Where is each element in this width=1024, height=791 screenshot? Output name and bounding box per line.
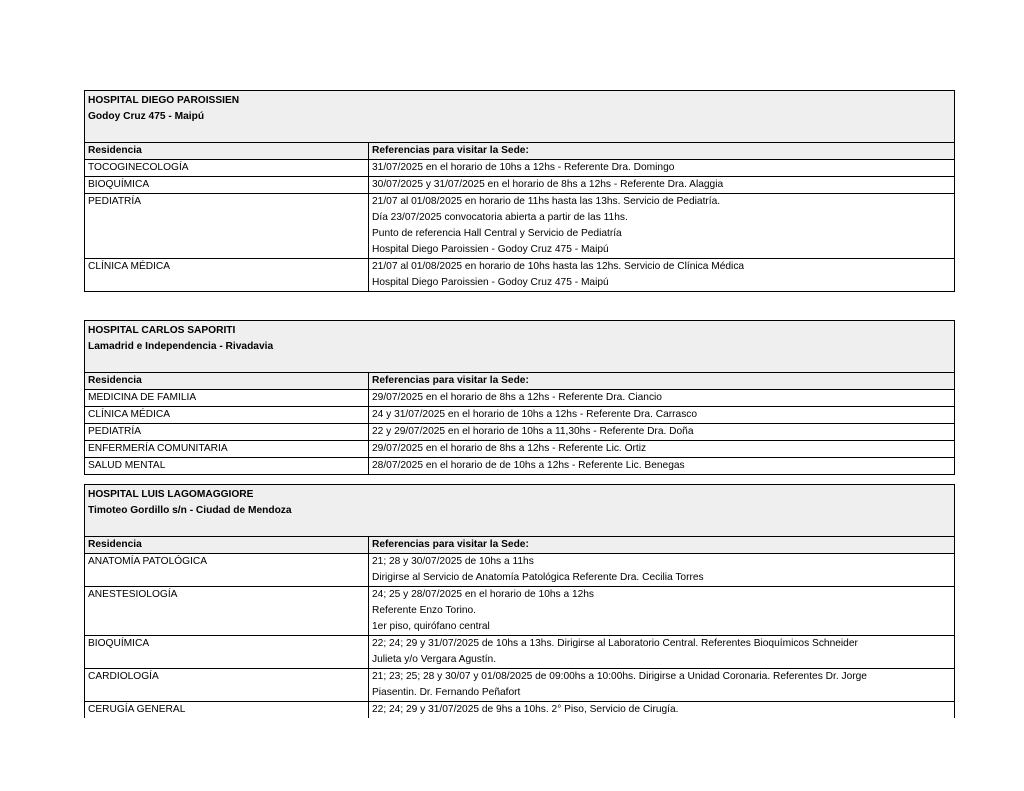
residencia-cell: SALUD MENTAL xyxy=(85,458,369,474)
referencia-line: Piasentin. Dr. Fernando Peñafort xyxy=(372,687,521,698)
referencias-cell xyxy=(369,669,954,701)
referencias-cell xyxy=(369,259,954,291)
referencia-line: Hospital Diego Paroissien - Godoy Cruz 475 - Maipú xyxy=(372,244,609,255)
referencias-cell xyxy=(369,177,954,193)
residencia-cell: TOCOGINECOLOGÍA xyxy=(85,160,369,176)
residencia-cell: CERUGÍA GENERAL xyxy=(85,702,369,718)
referencia-line: Hospital Diego Paroissien - Godoy Cruz 475 - Maipú xyxy=(372,277,609,288)
table-row xyxy=(85,160,954,177)
column-header-residencia: Residencia xyxy=(85,537,369,553)
table-row xyxy=(85,441,954,458)
referencia-line: 21; 23; 25; 28 y 30/07 y 01/08/2025 de 09:00hs a 10:00hs. Dirigirse a Unidad Coronaria. Referentes Dr. Jorge xyxy=(372,671,867,682)
referencias-cell xyxy=(369,194,954,258)
residencia-cell: CLÍNICA MÉDICA xyxy=(85,407,369,423)
table-row xyxy=(85,424,954,441)
hospital-table xyxy=(84,90,955,292)
referencia-line: Referente Enzo Torino. xyxy=(372,605,477,616)
referencia-line: 21/07 al 01/08/2025 en horario de 10hs hasta las 12hs. Servicio de Clínica Médica xyxy=(372,261,745,272)
referencias-cell xyxy=(369,636,954,668)
referencia-line: 29/07/2025 en el horario de 8hs a 12hs - Referente Dra. Ciancio xyxy=(372,392,662,403)
referencia-line: 24 y 31/07/2025 en el horario de 10hs a 12hs - Referente Dra. Carrasco xyxy=(372,409,698,420)
hospital-header xyxy=(85,321,954,373)
column-header-row xyxy=(85,373,954,390)
column-header-row xyxy=(85,537,954,554)
referencia-line: 22 y 29/07/2025 en el horario de 10hs a 11,30hs - Referente Dra. Doña xyxy=(372,426,694,437)
referencia-line: 1er piso, quirófano central xyxy=(372,621,490,632)
referencia-line: Punto de referencia Hall Central y Servicio de Pediatría xyxy=(372,228,622,239)
residencia-cell: BIOQUÍMICA xyxy=(85,636,369,668)
hospital-address: Timoteo Gordillo s/n - Ciudad de Mendoza xyxy=(88,505,292,516)
referencia-line: 21/07 al 01/08/2025 en horario de 11hs hasta las 13hs. Servicio de Pediatría. xyxy=(372,196,721,207)
residencia-cell: ANATOMÍA PATOLÓGICA xyxy=(85,554,369,586)
hospital-name: HOSPITAL DIEGO PAROISSIEN xyxy=(88,95,240,106)
referencias-cell xyxy=(369,702,954,718)
referencia-line: 30/07/2025 y 31/07/2025 en el horario de 8hs a 12hs - Referente Dra. Alaggia xyxy=(372,179,724,190)
referencia-line: 21; 28 y 30/07/2025 de 10hs a 11hs xyxy=(372,556,534,567)
referencia-line: 31/07/2025 en el horario de 10hs a 12hs - Referente Dra. Domingo xyxy=(372,162,675,173)
table-row xyxy=(85,407,954,424)
table-row xyxy=(85,587,954,636)
table-row xyxy=(85,177,954,194)
residencia-cell: MEDICINA DE FAMILIA xyxy=(85,390,369,406)
referencia-line: 22; 24; 29 y 31/07/2025 de 9hs a 10hs. 2° Piso, Servicio de Cirugía. xyxy=(372,704,679,715)
column-header-referencias: Referencias para visitar la Sede: xyxy=(372,539,529,550)
referencia-line: 28/07/2025 en el horario de de 10hs a 12hs - Referente Lic. Benegas xyxy=(372,460,685,471)
referencia-line: Día 23/07/2025 convocatoria abierta a partir de las 11hs. xyxy=(372,212,628,223)
table-row xyxy=(85,702,954,718)
hospital-header xyxy=(85,485,954,537)
table-row xyxy=(85,458,954,474)
referencias-cell xyxy=(369,587,954,635)
referencias-cell xyxy=(369,160,954,176)
column-header-row xyxy=(85,143,954,160)
referencias-cell xyxy=(369,458,954,474)
hospital-address: Lamadrid e Independencia - Rivadavia xyxy=(88,341,274,352)
referencias-cell xyxy=(369,390,954,406)
hospital-name: HOSPITAL CARLOS SAPORITI xyxy=(88,325,236,336)
referencia-line: Dirigirse al Servicio de Anatomía Patológica Referente Dra. Cecilia Torres xyxy=(372,572,704,583)
referencias-cell xyxy=(369,407,954,423)
residencia-cell: PEDIATRÍA xyxy=(85,424,369,440)
referencias-cell xyxy=(369,441,954,457)
hospital-address: Godoy Cruz 475 - Maipú xyxy=(88,111,205,122)
table-row xyxy=(85,636,954,669)
hospital-table xyxy=(84,484,955,718)
column-header-residencia: Residencia xyxy=(85,143,369,159)
referencias-cell xyxy=(369,424,954,440)
table-row xyxy=(85,390,954,407)
column-header-referencias: Referencias para visitar la Sede: xyxy=(372,145,529,156)
residencia-cell: ANESTESIOLOGÍA xyxy=(85,587,369,635)
residencia-cell: PEDIATRÍA xyxy=(85,194,369,258)
table-row xyxy=(85,669,954,702)
table-row xyxy=(85,194,954,259)
table-row xyxy=(85,554,954,587)
column-header-residencia: Residencia xyxy=(85,373,369,389)
referencias-cell xyxy=(369,554,954,586)
referencia-line: 29/07/2025 en el horario de 8hs a 12hs - Referente Lic. Ortiz xyxy=(372,443,647,454)
hospital-name: HOSPITAL LUIS LAGOMAGGIORE xyxy=(88,489,254,500)
table-row xyxy=(85,259,954,291)
referencia-line: 22; 24; 29 y 31/07/2025 de 10hs a 13hs. Dirigirse al Laboratorio Central. Referentes Bioquímicos Schneider xyxy=(372,638,858,649)
hospital-header xyxy=(85,91,954,143)
residencia-cell: CLÍNICA MÉDICA xyxy=(85,259,369,291)
referencia-line: 24; 25 y 28/07/2025 en el horario de 10hs a 12hs xyxy=(372,589,595,600)
residencia-cell: ENFERMERÍA COMUNITARIA xyxy=(85,441,369,457)
hospital-table xyxy=(84,320,955,475)
residencia-cell: BIOQUÍMICA xyxy=(85,177,369,193)
referencia-line: Julieta y/o Vergara Agustín. xyxy=(372,654,497,665)
residencia-cell: CARDIOLOGÍA xyxy=(85,669,369,701)
column-header-referencias: Referencias para visitar la Sede: xyxy=(372,375,529,386)
